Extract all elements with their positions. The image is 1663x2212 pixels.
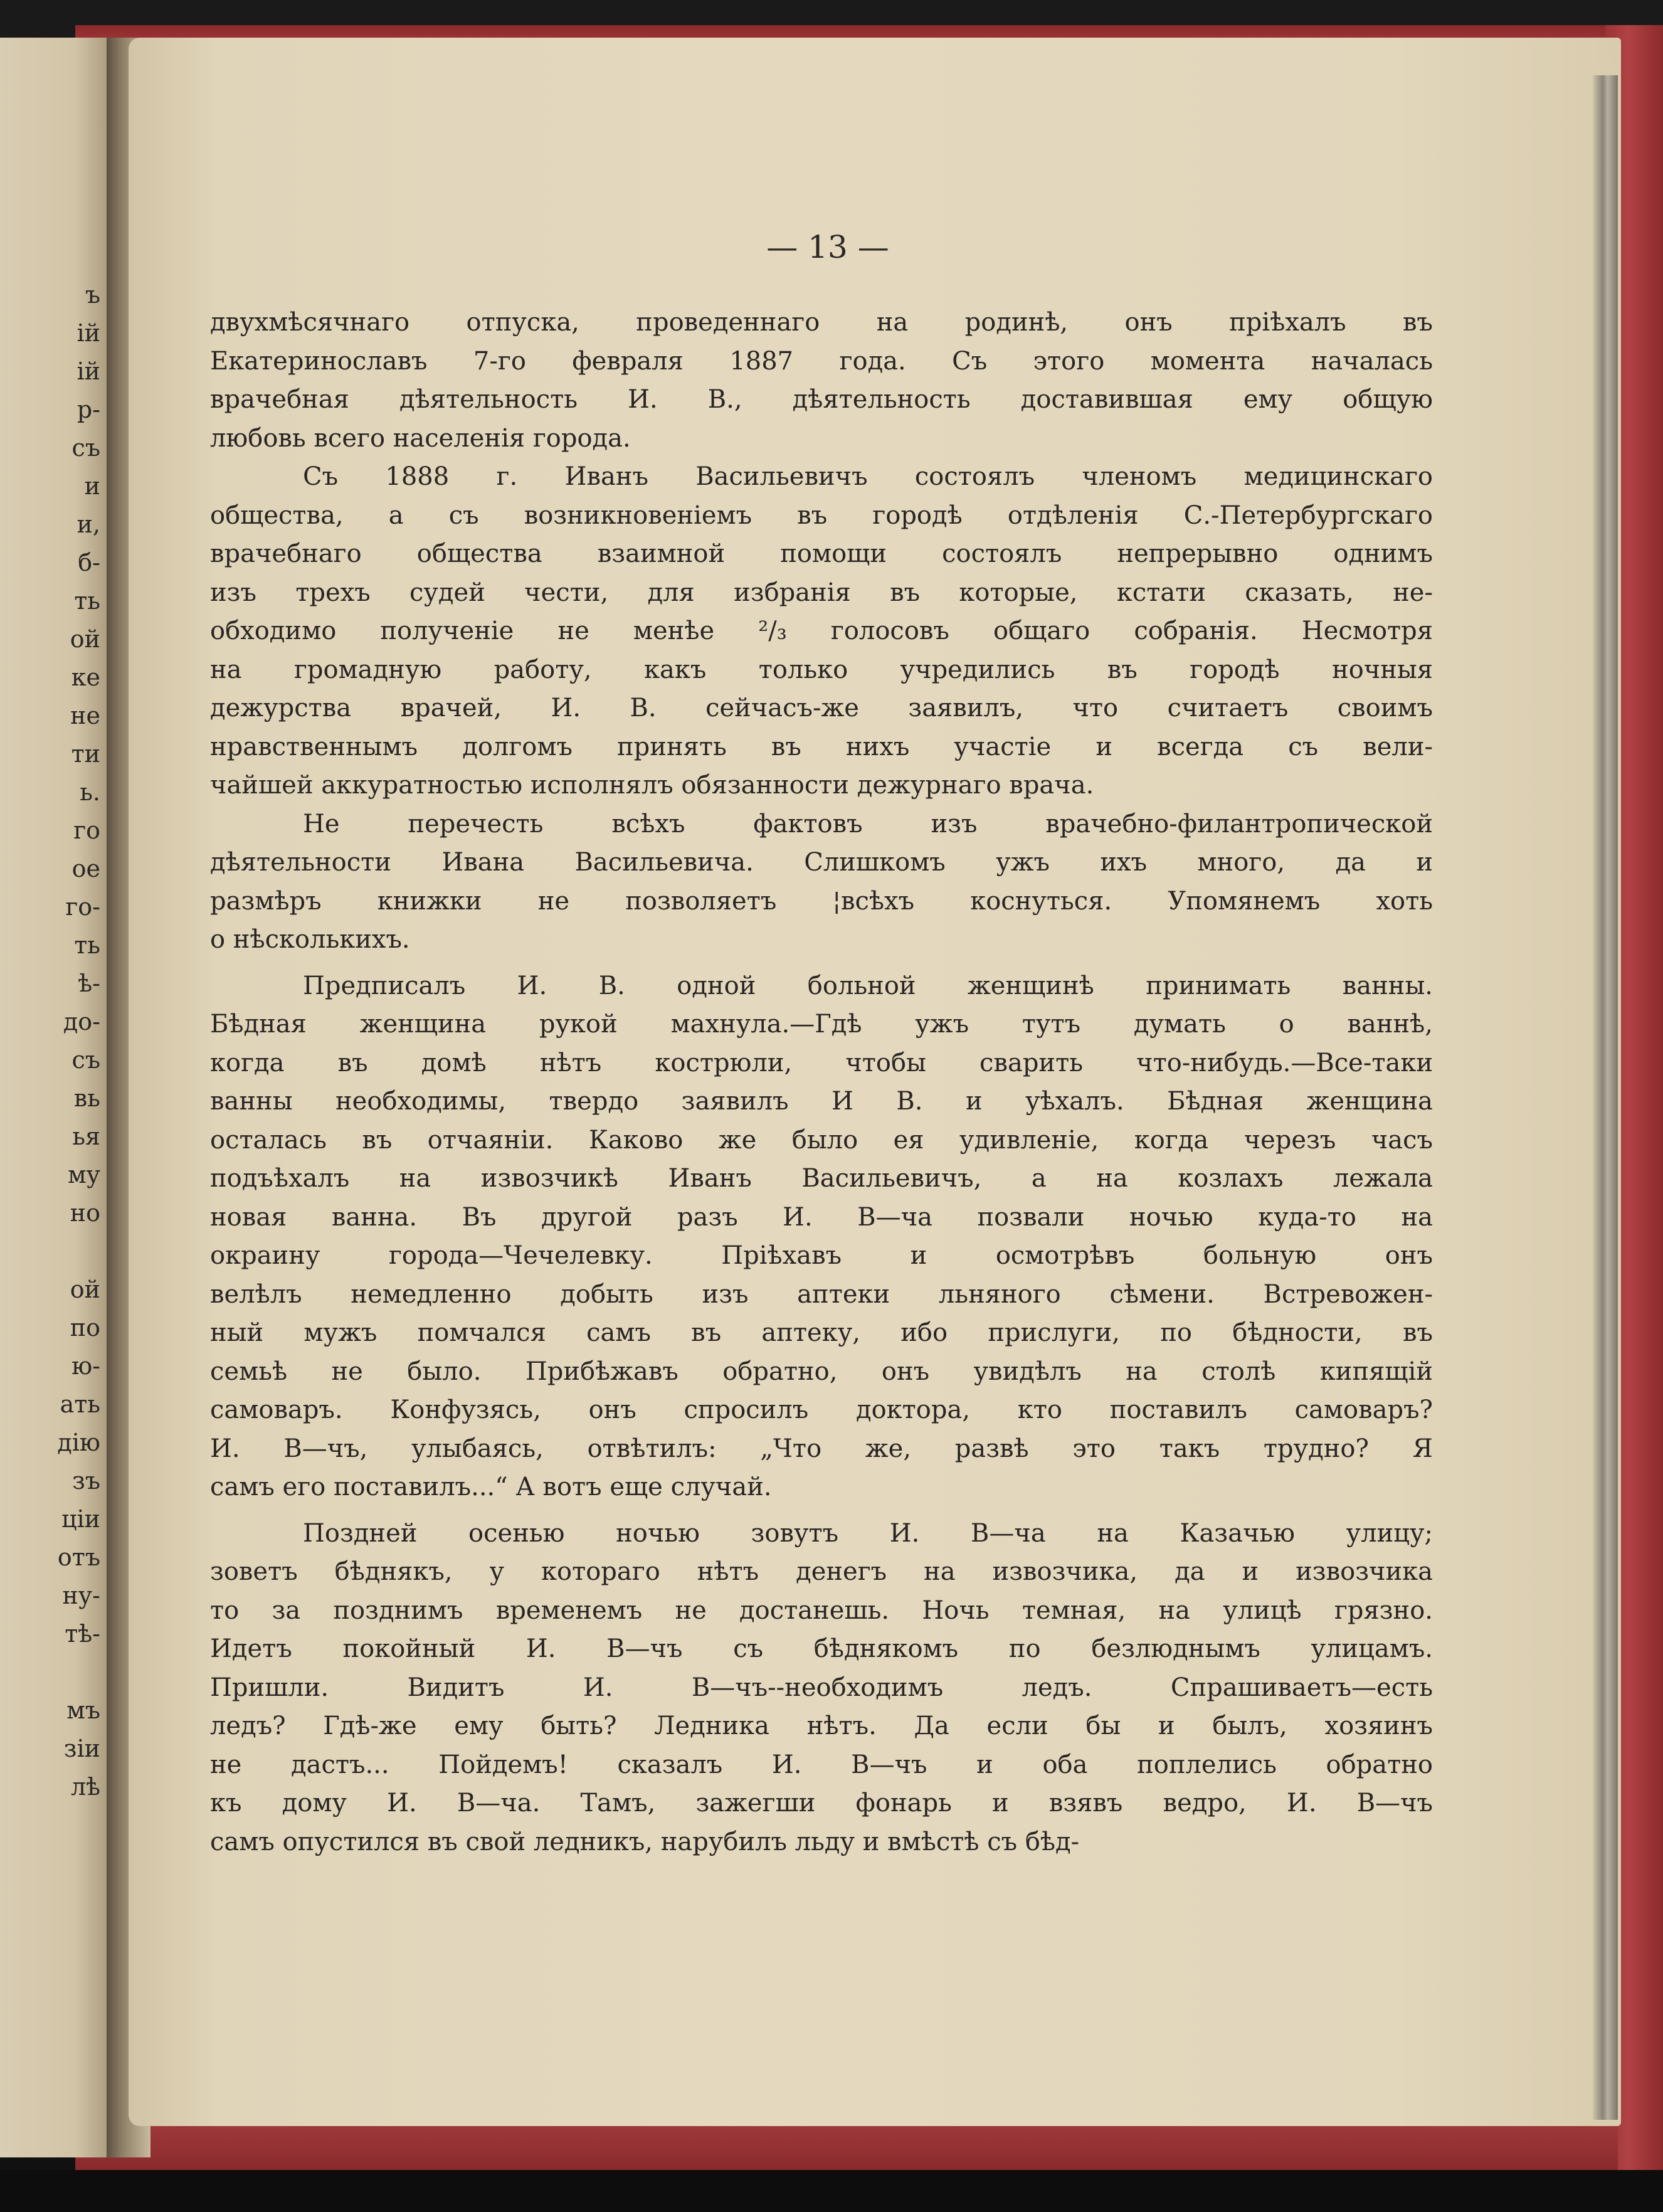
page-stack-edge <box>1593 75 1618 2120</box>
previous-page-line-fragment: ти <box>71 740 100 768</box>
text-line: обходимо полученіе не менѣе ²/₃ голосовъ общаго собранія. Несмотря <box>210 617 1433 645</box>
previous-page-line-fragment: вь <box>73 1084 100 1112</box>
previous-page-line-fragment: отъ <box>57 1543 100 1571</box>
previous-page-line-fragment: дію <box>57 1429 100 1456</box>
paragraph-spacing <box>210 1507 1433 1515</box>
text-line: Поздней осенью ночью зовутъ И. В—ча на Казачью улицу; <box>303 1518 1433 1548</box>
text-line: общества, а съ возникновеніемъ въ городѣ отдѣленія С.-Петербургскаго <box>210 500 1433 530</box>
previous-page-line-fragment: ть <box>74 931 100 959</box>
text-line: нравственнымъ долгомъ принять въ нихъ участіе и всегда съ вели- <box>210 732 1433 761</box>
previous-page-line-fragment: зіи <box>63 1735 100 1762</box>
previous-page-line-fragment: р- <box>77 396 100 423</box>
text-line: самъ опустился въ свой ледникъ, нарубилъ льду и вмѣстѣ съ бѣд- <box>210 1827 1080 1856</box>
text-line: любовь всего населенія города. <box>210 423 631 453</box>
text-line: Съ 1888 г. Иванъ Васильевичъ состоялъ членомъ медицинскаго <box>303 462 1433 491</box>
text-line: Не перечесть всѣхъ фактовъ изъ врачебно-филантропической <box>303 809 1433 839</box>
previous-page-line-fragment: съ <box>71 434 100 462</box>
previous-page-line-fragment: ну- <box>62 1582 100 1609</box>
text-line: то за позднимъ временемъ не достанешь. Ночь темная, на улицѣ грязно. <box>210 1595 1433 1625</box>
text-line: двухмѣсячнаго отпуска, проведеннаго на родинѣ, онъ пріѣхалъ въ <box>210 308 1433 337</box>
previous-page-line-fragment: му <box>68 1161 100 1188</box>
previous-page-line-fragment: б- <box>78 549 100 576</box>
text-line: Предписалъ И. В. одной больной женщинѣ принимать ванны. <box>303 971 1433 1000</box>
text-line: къ дому И. В—ча. Тамъ, зажегши фонарь и взявъ ведро, И. В—чъ <box>210 1789 1433 1818</box>
paragraph <box>210 805 1433 960</box>
previous-page-line-fragment: съ <box>71 1046 100 1074</box>
text-line: на громадную работу, какъ только учредились въ городѣ ночныя <box>210 655 1433 684</box>
paragraph <box>210 967 1433 1507</box>
previous-page-line-fragment: ій <box>77 357 100 385</box>
text-line: дѣятельности Ивана Васильевича. Слишкомъ ужъ ихъ много, да и <box>210 848 1433 877</box>
previous-page-line-fragment: ь. <box>80 778 100 806</box>
previous-page-line-fragment: мъ <box>66 1696 100 1724</box>
previous-page-line-fragment: го <box>73 817 100 844</box>
text-line: о нѣсколькихъ. <box>210 925 410 954</box>
text-line: Идетъ покойный И. В—чъ съ бѣднякомъ по безлюднымъ улицамъ. <box>210 1634 1433 1663</box>
text-line: когда въ домѣ нѣтъ кострюли, чтобы сварить что-нибудь.—Все-таки <box>210 1048 1433 1077</box>
previous-page-line-fragment: лѣ <box>70 1773 100 1801</box>
text-line: И. В—чъ, улыбаясь, отвѣтилъ: „Что же, развѣ это такъ трудно? Я <box>210 1434 1433 1463</box>
text-line: врачебнаго общества взаимной помощи состоялъ непрерывно однимъ <box>210 539 1433 568</box>
previous-page-line-fragment: го- <box>65 893 100 921</box>
previous-page-line-fragment: ю- <box>71 1352 100 1380</box>
text-line: ледъ? Гдѣ-же ему быть? Ледника нѣтъ. Да если бы и былъ, хозяинъ <box>210 1712 1433 1740</box>
previous-page-line-fragment: зъ <box>72 1467 100 1495</box>
previous-page-line-fragment: ій <box>77 319 100 347</box>
text-line: самоваръ. Конфузясь, онъ спросилъ доктора, кто поставилъ самоваръ? <box>210 1395 1433 1424</box>
previous-page-line-fragment: ать <box>60 1390 100 1418</box>
page-number: — 13 — <box>766 229 889 265</box>
text-line: самъ его поставилъ...“ А вотъ еще случай. <box>210 1473 772 1501</box>
text-line: не дастъ... Пойдемъ! сказалъ И. В—чъ и оба поплелись обратно <box>210 1750 1433 1779</box>
cover-edge-bottom <box>75 2120 1618 2170</box>
previous-page-line-fragment: по <box>70 1314 100 1341</box>
background-bottom <box>0 2170 1663 2212</box>
previous-page-line-fragment: ъ <box>85 281 100 309</box>
text-line: изъ трехъ судей чести, для избранія въ которые, кстати сказать, не- <box>210 578 1433 607</box>
previous-page-line-fragment: ке <box>71 664 100 691</box>
previous-page-line-fragment: ть <box>74 587 100 615</box>
text-line: дежурства врачей, И. В. сейчасъ-же заявилъ, что считаетъ своимъ <box>210 694 1433 722</box>
paragraph <box>210 1515 1433 1862</box>
text-line: ванны необходимы, твердо заявилъ И В. и уѣхалъ. Бѣдная женщина <box>210 1087 1433 1116</box>
paragraph <box>210 458 1433 805</box>
text-line: семьѣ не было. Прибѣжавъ обратно, онъ увидѣлъ на столѣ кипящій <box>210 1357 1433 1386</box>
text-line: размѣръ книжки не позволяетъ ¦всѣхъ коснуться. Упомянемъ хоть <box>210 886 1433 916</box>
text-line: чайшей аккуратностью исполнялъ обязанности дежурнаго врача. <box>210 771 1094 800</box>
text-line: Бѣдная женщина рукой махнула.—Гдѣ ужъ тутъ думать о ваннѣ, <box>210 1010 1433 1039</box>
text-line: окраину города—Чечелевку. Пріѣхавъ и осмотрѣвъ больную онъ <box>210 1241 1433 1270</box>
previous-page-line-fragment: и <box>84 472 100 500</box>
paragraph <box>210 304 1433 458</box>
page-body-text <box>210 304 1433 1861</box>
text-line: зоветъ бѣднякъ, у котораго нѣтъ денегъ на извозчика, да и извозчика <box>210 1557 1433 1586</box>
previous-page-line-fragment: тѣ- <box>65 1620 100 1648</box>
previous-page-line-fragment: ѣ- <box>78 970 100 997</box>
paragraph-spacing <box>210 960 1433 967</box>
previous-page-line-fragment: ой <box>70 625 100 653</box>
text-line: ный мужъ помчался самъ въ аптеку, ибо прислуги, по бѣдности, въ <box>210 1318 1433 1347</box>
previous-page-line-fragment <box>0 1232 100 1271</box>
previous-page-line-fragment: ціи <box>61 1505 100 1533</box>
previous-page-line-fragment: до- <box>63 1008 100 1035</box>
text-line: Пришли. Видитъ И. В—чъ--необходимъ ледъ. Спрашиваетъ—есть <box>210 1673 1433 1702</box>
previous-page-line-fragment: и, <box>77 511 100 538</box>
text-line: врачебная дѣятельность И. В., дѣятельность доставившая ему общую <box>210 385 1433 414</box>
previous-page-line-fragment <box>0 1653 100 1691</box>
text-line: Екатеринославъ 7-го февраля 1887 года. Съ этого момента началась <box>210 346 1433 376</box>
text-line: подъѣхалъ на извозчикѣ Иванъ Васильевичъ, а на козлахъ лежала <box>210 1164 1433 1193</box>
previous-page-text-fragments <box>0 276 100 1806</box>
previous-page-line-fragment: ое <box>71 855 100 882</box>
previous-page-line-fragment: ой <box>70 1276 100 1303</box>
text-line: велѣлъ немедленно добыть изъ аптеки льняного сѣмени. Встревожен- <box>210 1279 1433 1309</box>
previous-page-line-fragment: ья <box>72 1123 100 1150</box>
previous-page-line-fragment: не <box>70 702 100 729</box>
previous-page-line-fragment: но <box>70 1199 100 1227</box>
text-line: новая ванна. Въ другой разъ И. В—ча позвали ночью куда-то на <box>210 1202 1433 1232</box>
text-line: осталась въ отчаяніи. Каково же было ея удивленіе, когда черезъ часъ <box>210 1125 1433 1155</box>
